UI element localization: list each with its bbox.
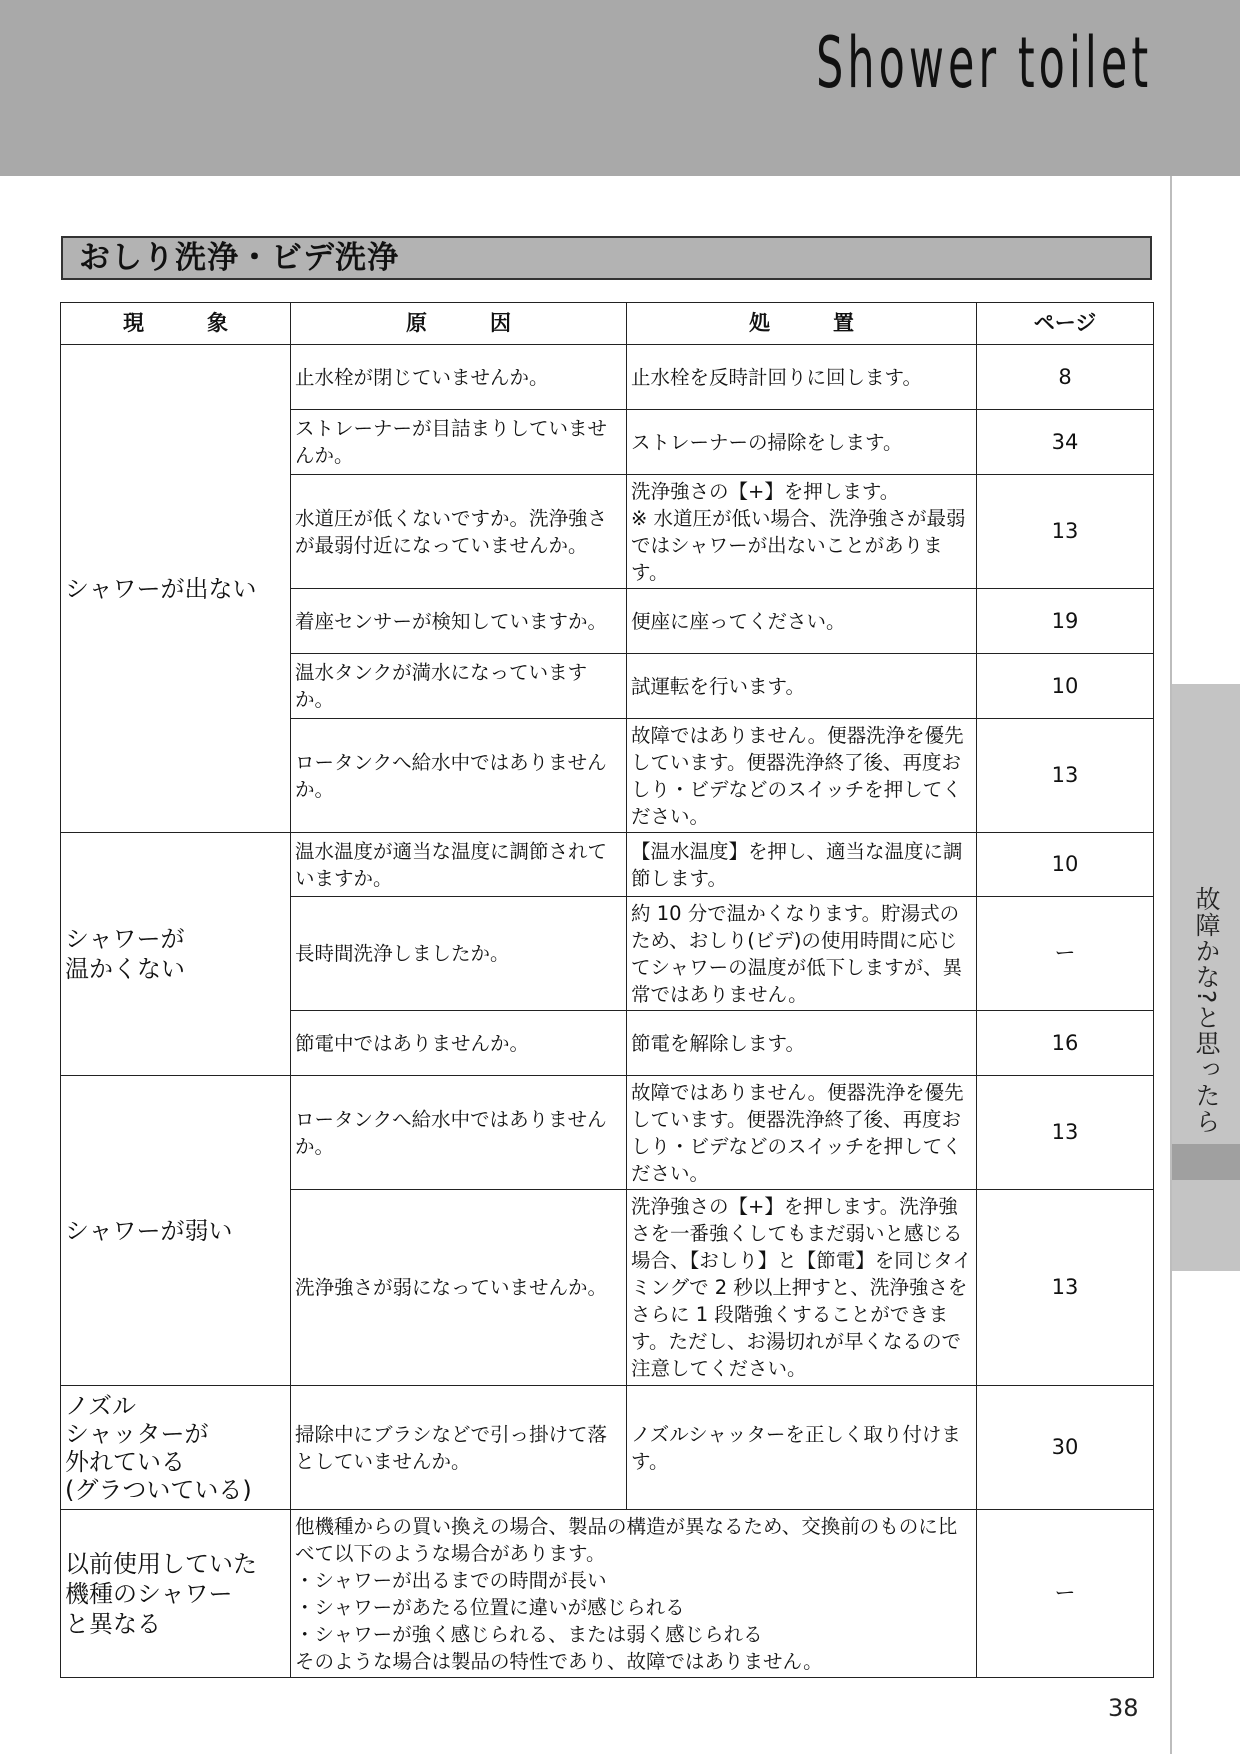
remedy-cell: 節電を解除します。 <box>627 1011 977 1076</box>
symptom-cell: シャワーが出ない <box>61 345 291 833</box>
page-ref[interactable]: 16 <box>977 1011 1154 1076</box>
header-band <box>0 0 1240 176</box>
page-number: 38 <box>1108 1694 1139 1722</box>
cause-cell: 洗浄強さが弱になっていませんか。 <box>291 1190 627 1386</box>
symptom-cell: ノズル シャッターが 外れている (グラついている) <box>61 1386 291 1510</box>
remedy-note: ※ 水道圧が低い場合、洗浄強さが最弱ではシャワーが出ないことがあります。 <box>631 506 966 584</box>
page-ref: ー <box>977 897 1154 1011</box>
header-cause: 原 因 <box>291 303 627 345</box>
cause-cell: 止水栓が閉じていませんか。 <box>291 345 627 410</box>
remedy-cell <box>627 475 977 589</box>
page-ref[interactable]: 10 <box>977 654 1154 719</box>
symptom-cell: シャワーが 温かくない <box>61 833 291 1076</box>
cause-cell: 節電中ではありませんか。 <box>291 1011 627 1076</box>
remedy-cell: ストレーナーの掃除をします。 <box>627 410 977 475</box>
cause-cell: 長時間洗浄しましたか。 <box>291 897 627 1011</box>
remedy-cell: 故障ではありません。便器洗浄を優先しています。便器洗浄終了後、再度おしり・ビデなどのスイッチを押してください。 <box>627 1076 977 1190</box>
remedy-cell: ノズルシャッターを正しく取り付けます。 <box>627 1386 977 1510</box>
cause-cell: ストレーナーが目詰まりしていませんか。 <box>291 410 627 475</box>
page-ref[interactable]: 19 <box>977 589 1154 654</box>
brand-logo: Shower toilet <box>815 22 1152 104</box>
page-ref[interactable]: 13 <box>977 719 1154 833</box>
troubleshooting-table <box>60 302 1154 1678</box>
page-ref[interactable]: 13 <box>977 1076 1154 1190</box>
remedy-cell: 洗浄強さの【+】を押します。洗浄強さを一番強くしてもまだ弱いと感じる場合、【おしり】と【節電】を同じタイミングで 2 秒以上押すと、洗浄強さをさらに 1 段階強くすることができます。ただし、お湯切れが早くなるので注意してください。 <box>627 1190 977 1386</box>
remedy-cell: 約 10 分で温かくなります。貯湯式のため、おしり(ビデ)の使用時間に応じてシャワーの温度が低下しますが、異常ではありません。 <box>627 897 977 1011</box>
cause-cell: ロータンクへ給水中ではありませんか。 <box>291 719 627 833</box>
cause-cell: 温水タンクが満水になっていますか。 <box>291 654 627 719</box>
cause-cell: 掃除中にブラシなどで引っ掛けて落としていませんか。 <box>291 1386 627 1510</box>
page-ref[interactable]: 30 <box>977 1386 1154 1510</box>
table-row <box>61 345 1154 410</box>
page-ref[interactable]: 13 <box>977 1190 1154 1386</box>
section-title: おしり洗浄・ビデ洗浄 <box>61 236 1152 280</box>
cause-cell: 着座センサーが検知していますか。 <box>291 589 627 654</box>
remedy-cell: 止水栓を反時計回りに回します。 <box>627 345 977 410</box>
remedy-cell: 試運転を行います。 <box>627 654 977 719</box>
page-ref[interactable]: 10 <box>977 833 1154 897</box>
page-ref[interactable]: 8 <box>977 345 1154 410</box>
header-remedy: 処 置 <box>627 303 977 345</box>
remedy-text: 洗浄強さの【+】を押します。 <box>631 479 900 503</box>
cause-cell: 水道圧が低くないですか。洗浄強さが最弱付近になっていませんか。 <box>291 475 627 589</box>
remedy-cell: 【温水温度】を押し、適当な温度に調節します。 <box>627 833 977 897</box>
note-cell: 他機種からの買い換えの場合、製品の構造が異なるため、交換前のものに比べて以下のような場合があります。 ・シャワーが出るまでの時間が長い ・シャワーがあたる位置に違いが感じられる ・シャワーが強く感じられる、または弱く感じられる そのような場合は製品の特性であり、故障ではありません。 <box>291 1510 977 1678</box>
remedy-cell: 便座に座ってください。 <box>627 589 977 654</box>
cause-cell: ロータンクへ給水中ではありませんか。 <box>291 1076 627 1190</box>
table-row <box>61 1386 1154 1510</box>
symptom-cell: 以前使用していた 機種のシャワー と異なる <box>61 1510 291 1678</box>
table-row <box>61 833 1154 897</box>
table-row <box>61 1510 1154 1678</box>
side-tab-marker <box>1172 1144 1240 1180</box>
cause-cell: 温水温度が適当な温度に調節されていますか。 <box>291 833 627 897</box>
page-ref[interactable]: 13 <box>977 475 1154 589</box>
side-tab-label: 故障かな?と思ったら <box>1192 886 1221 1135</box>
table-row <box>61 1076 1154 1190</box>
header-symptom: 現 象 <box>61 303 291 345</box>
table-header-row <box>61 303 1154 345</box>
symptom-cell: シャワーが弱い <box>61 1076 291 1386</box>
page-ref: ー <box>977 1510 1154 1678</box>
remedy-cell: 故障ではありません。便器洗浄を優先しています。便器洗浄終了後、再度おしり・ビデなどのスイッチを押してください。 <box>627 719 977 833</box>
header-page: ページ <box>977 303 1154 345</box>
page-ref[interactable]: 34 <box>977 410 1154 475</box>
